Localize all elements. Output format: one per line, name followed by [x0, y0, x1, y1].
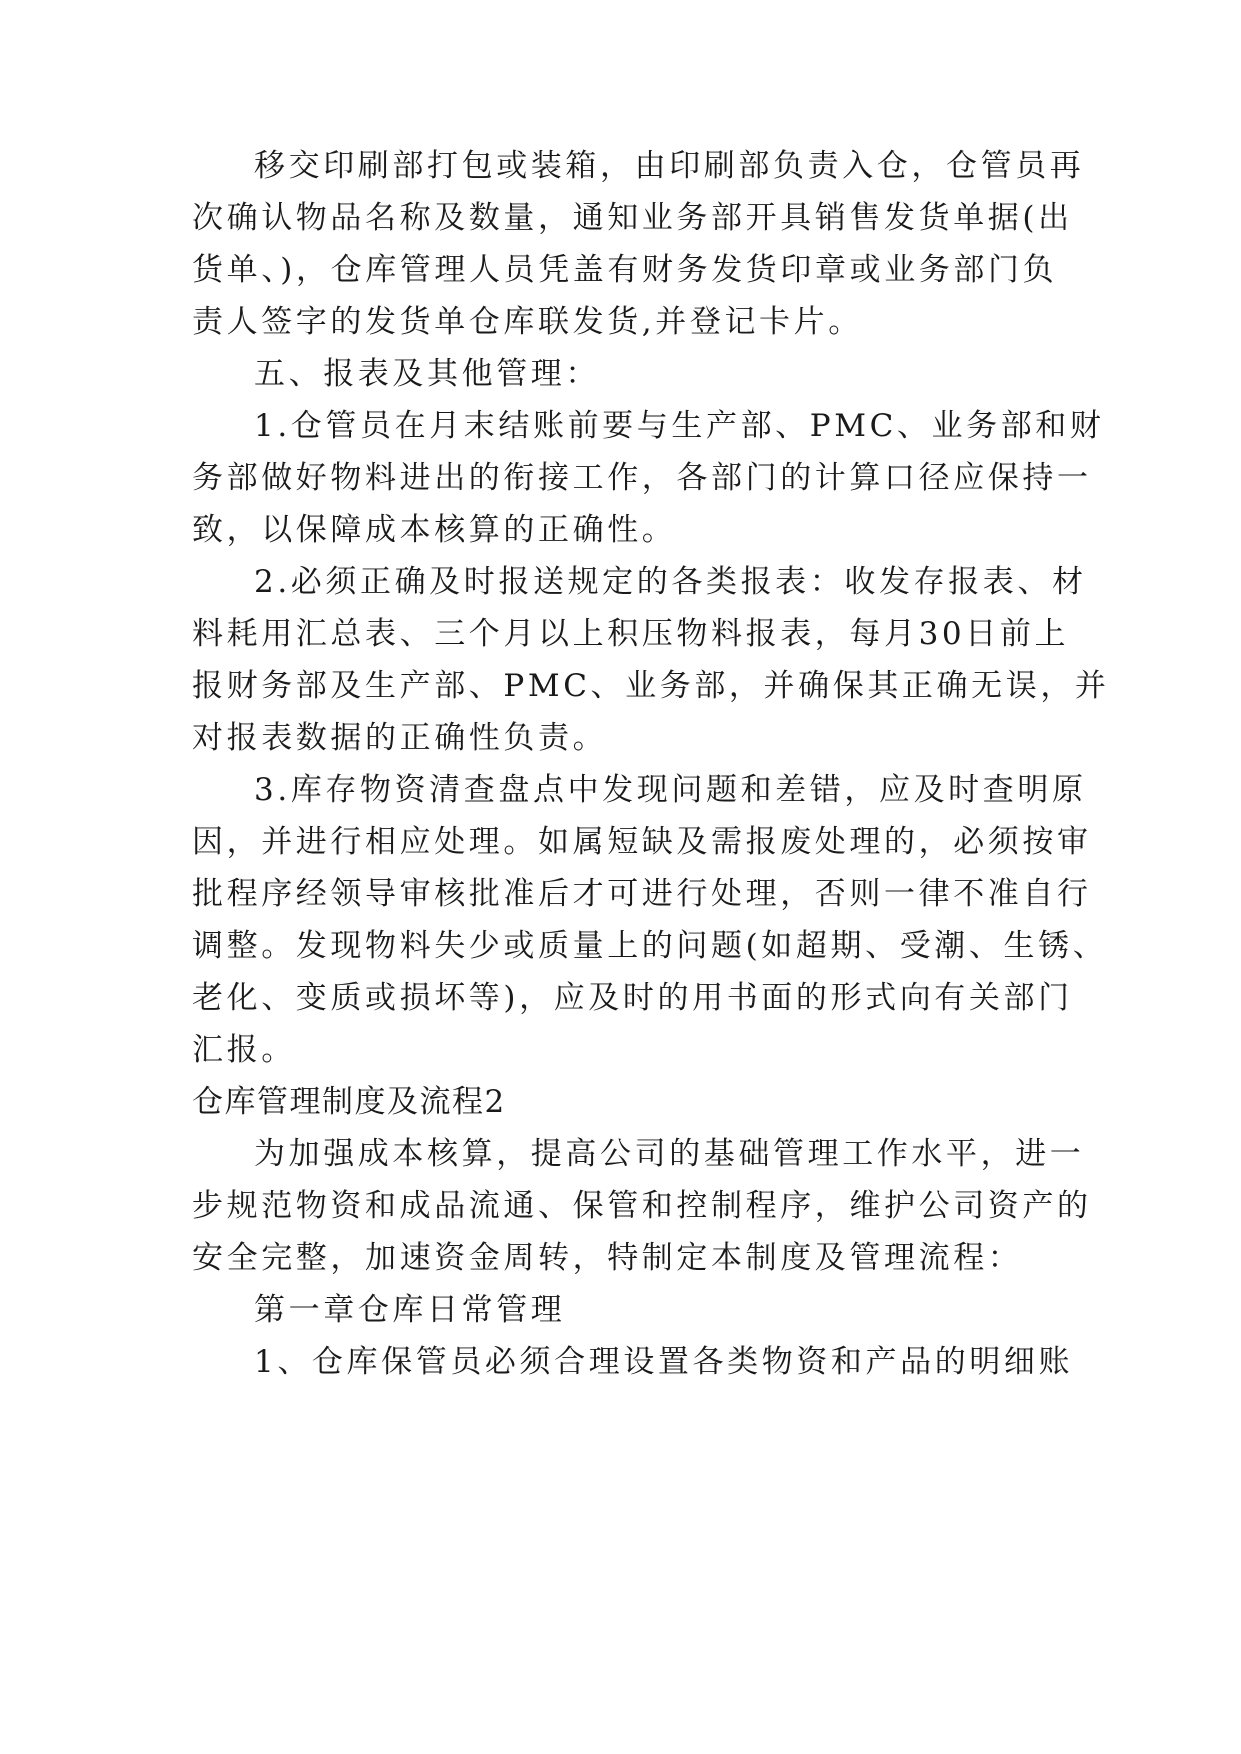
- paragraph-line: 致，以保障成本核算的正确性。: [192, 512, 677, 548]
- section-heading: 五、报表及其他管理：: [254, 356, 600, 392]
- paragraph-line: 因，并进行相应处理。如属短缺及需报废处理的，必须按审: [192, 824, 1092, 860]
- paragraph-line: 调整。发现物料失少或质量上的问题(如超期、受潮、生锈、: [192, 928, 1108, 964]
- paragraph-line: 为加强成本核算，提高公司的基础管理工作水平，进一: [254, 1136, 1085, 1172]
- paragraph-line: 次确认物品名称及数量，通知业务部开具销售发货单据(出: [192, 200, 1073, 236]
- paragraph-line: 报财务部及生产部、PMC、业务部，并确保其正确无误，并: [192, 668, 1110, 704]
- paragraph-line: 老化、变质或损坏等)，应及时的用书面的形式向有关部门: [192, 980, 1073, 1016]
- paragraph-line: 批程序经领导审核批准后才可进行处理，否则一律不准自行: [192, 876, 1092, 912]
- paragraph-line: 安全完整，加速资金周转，特制定本制度及管理流程：: [192, 1240, 1023, 1276]
- paragraph-line: 责人签字的发货单仓库联发货,并登记卡片。: [192, 304, 863, 340]
- paragraph-line: 料耗用汇总表、三个月以上积压物料报表，每月30日前上: [192, 616, 1070, 652]
- paragraph-line: 移交印刷部打包或装箱，由印刷部负责入仓，仓管员再: [254, 148, 1085, 184]
- paragraph-line: 步规范物资和成品流通、保管和控制程序，维护公司资产的: [192, 1188, 1092, 1224]
- paragraph-line: 1、仓库保管员必须合理设置各类物资和产品的明细账: [254, 1344, 1074, 1380]
- paragraph-line: 务部做好物料进出的衔接工作，各部门的计算口径应保持一: [192, 460, 1092, 496]
- paragraph-line: 货单、)，仓库管理人员凭盖有财务发货印章或业务部门负: [192, 252, 1058, 288]
- document-title: 仓库管理制度及流程2: [192, 1084, 506, 1120]
- paragraph-line: 1.仓管员在月末结账前要与生产部、PMC、业务部和财: [254, 408, 1105, 444]
- paragraph-line: 3.库存物资清查盘点中发现问题和差错，应及时查明原: [254, 772, 1087, 808]
- chapter-heading: 第一章仓库日常管理: [254, 1292, 566, 1328]
- paragraph-line: 对报表数据的正确性负责。: [192, 720, 608, 756]
- paragraph-line: 2.必须正确及时报送规定的各类报表：收发存报表、材: [254, 564, 1087, 600]
- paragraph-line: 汇报。: [192, 1032, 296, 1068]
